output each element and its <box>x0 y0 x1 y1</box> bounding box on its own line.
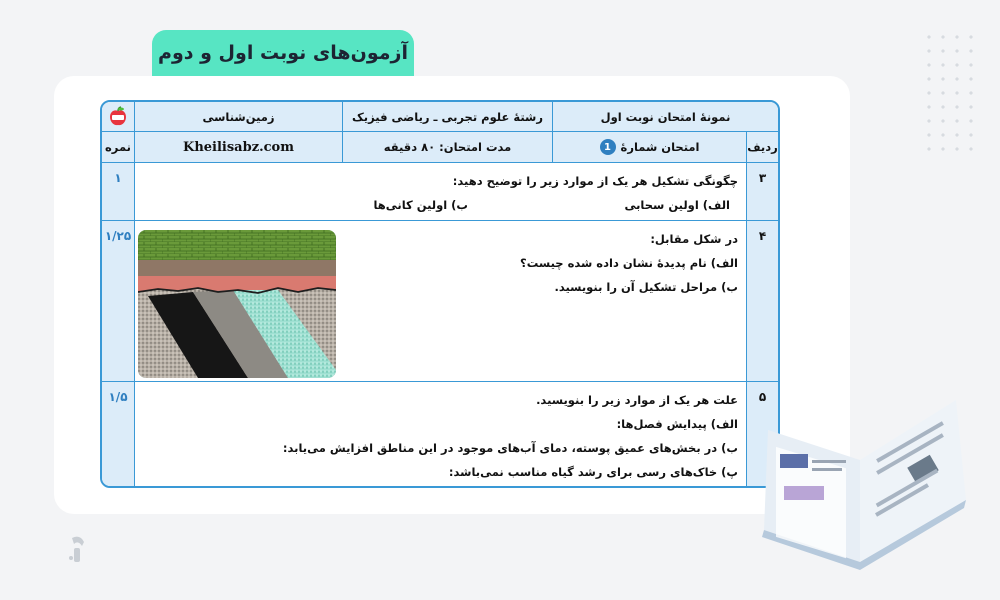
exam-number-cell <box>552 132 746 163</box>
decorative-dots <box>922 30 982 160</box>
question-body <box>134 382 746 486</box>
question-text: پ) خاک‌های رسی برای رشد گیاه مناسب نمی‌باشد: <box>448 465 738 479</box>
question-text: الف) نام پدیدهٔ نشان داده شده چیست؟ <box>520 256 738 270</box>
question-number: ۵ <box>746 382 778 486</box>
unconformity-illustration <box>138 230 336 378</box>
website-link[interactable]: Kheilisabz.com <box>134 132 342 163</box>
banner-title: آزمون‌های نوبت اول و دوم <box>152 30 414 76</box>
field-name: رشتهٔ علوم تجربی ـ ریاضی فیزیک <box>342 102 552 132</box>
apple-logo-icon <box>107 106 129 128</box>
question-number: ۳ <box>746 163 778 221</box>
exam-duration: مدت امتحان: ۸۰ دقیقه <box>342 132 552 163</box>
question-option: الف) اولین سحابی <box>624 198 730 212</box>
header-row-2 <box>102 132 778 163</box>
question-body <box>134 163 746 221</box>
publisher-logo-icon <box>62 532 92 572</box>
open-book-illustration <box>760 390 970 570</box>
question-text: الف) پیدایش فصل‌ها: <box>616 417 738 431</box>
question-option: ب) اولین کانی‌ها <box>373 198 468 212</box>
score-label: نمره <box>102 132 134 163</box>
question-score: ۱ <box>102 163 134 221</box>
question-text: در شکل مقابل: <box>650 232 738 246</box>
question-number: ۴ <box>746 221 778 382</box>
row-label: ردیف <box>746 132 778 163</box>
apple-logo-cell <box>102 102 134 132</box>
question-score: ۱/۲۵ <box>102 221 134 382</box>
exam-number-badge: 1 <box>600 139 616 155</box>
exam-sheet <box>100 100 780 488</box>
question-row <box>102 382 778 486</box>
question-row <box>102 163 778 221</box>
exam-number-label: امتحان شمارهٔ <box>620 140 700 154</box>
subject-name: زمین‌شناسی <box>134 102 342 132</box>
question-score: ۱/۵ <box>102 382 134 486</box>
exam-title: نمونهٔ امتحان نوبت اول <box>552 102 778 132</box>
question-text: ب) مراحل تشکیل آن را بنویسید. <box>554 280 738 294</box>
header-row-1 <box>102 102 778 132</box>
question-text: ب) در بخش‌های عمیق پوسته، دمای آب‌های موجود در این مناطق افزایش می‌یابد: <box>282 441 738 455</box>
question-text: علت هر یک از موارد زیر را بنویسید. <box>536 393 738 407</box>
question-text: چگونگی تشکیل هر یک از موارد زیر را توضیح دهید: <box>452 174 738 188</box>
